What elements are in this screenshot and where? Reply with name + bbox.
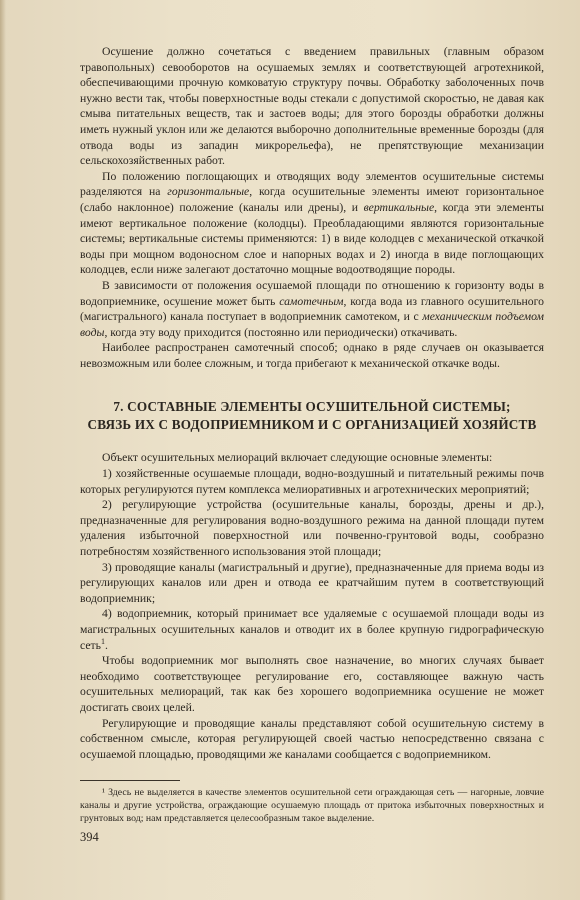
text-run: , когда вода из главного осушительного (магистрального) канала поступает в водоприемник самотеком, и с bbox=[80, 294, 544, 324]
section-heading bbox=[80, 398, 544, 433]
page-number: 394 bbox=[80, 830, 99, 844]
page-body bbox=[80, 44, 544, 825]
term-mechanical-lift: механическим подъемом воды bbox=[80, 310, 544, 339]
text-run: 4) водоприемник, который принимает все удаляемые с осушаемой площади воды из магистральных осушительных каналов и отводит их в более крупную гидрографическую сеть bbox=[80, 607, 544, 652]
paragraph-elements-intro: Объект осушительных мелиораций включает следующие основные элементы: bbox=[102, 451, 493, 465]
section-heading-line-1: 7. СОСТАВНЫЕ ЭЛЕМЕНТЫ ОСУШИТЕЛЬНОЙ СИСТЕМЫ; bbox=[113, 399, 511, 415]
text-run: , когда эту воду приходится (постоянно или периодически) откачивать. bbox=[104, 325, 458, 339]
term-horizontal: горизонтальные bbox=[167, 185, 250, 199]
section-heading-line-2: СВЯЗЬ ИХ С ВОДОПРИЕМНИКОМ И С ОРГАНИЗАЦИЕЙ ХОЗЯЙСТВ bbox=[87, 416, 537, 432]
list-item-4 bbox=[80, 606, 544, 653]
text-run: , когда осушительные элементы имеют горизонтальное (слабо наклонное) положение (каналы или дрены), и bbox=[80, 185, 544, 214]
footnote: ¹ Здесь не выделяется в качестве элементов осушительной сети ограждающая сеть — нагорные, ловчие каналы и другие устройства, ограждающие осушаемую площадь от притока избыточных поверхностных и грунтовых вод; нам представляется целесообразным такое выделение. bbox=[80, 787, 544, 824]
term-vertical: вертикальные bbox=[363, 200, 435, 214]
footnote-divider bbox=[80, 780, 180, 781]
text-run: По положению поглощающих и отводящих воду элементов осушительные системы разделяются на bbox=[80, 169, 544, 199]
paragraph-drainage-system-definition: Регулирующие и проводящие каналы представляют собой осушительную систему в собственном смысле, которая регулирующей своей частью непосредственно связана с осушаемой площадью, проводящими же каналами сообщается с водоприемником. bbox=[80, 716, 544, 761]
list-item-3: 3) проводящие каналы (магистральный и другие), предназначенные для приема воды из регулирующих каналов или дрен и отвода ее кратчайшим путем в соответствующий водоприемник; bbox=[80, 560, 544, 605]
term-gravity: самотечным bbox=[279, 294, 344, 308]
paragraph-receiver-regulation: Чтобы водоприемник мог выполнять свое назначение, во многих случаях бывает необходимо соответствующее регулирование его, составляющее важную часть осушительных мелиораций, так как без хорошего водоприемника осушение не может достигать своих целей. bbox=[80, 654, 544, 714]
text-run: , когда эти элементы имеют вертикальное положение (колодцы). Преобладающими являются горизонтальные системы; вертикальные системы применяются: 1) в виде колодцев с механической откачкой воды при мощном водоносном слое и напорных водах и 2) иногда в виде поглощающих колодцев, если ниже залегают достаточно мощные водоотводящие породы. bbox=[80, 200, 544, 277]
list-item-1: 1) хозяйственные осушаемые площади, водно-воздушный и питательный режимы почв которых регулируются путем комплекса мелиоративных и агротехнических мероприятий; bbox=[80, 467, 544, 496]
list-item-2: 2) регулирующие устройства (осушительные каналы, борозды, дрены и др.), предназначенные для регулирования водно-воздушного режима на данной площади путем удаления избыточной поверхностной или почвенно-грунтовой воды, сообразно потребностям хозяйственного использования этой площади; bbox=[80, 498, 544, 559]
text-run: . bbox=[104, 638, 108, 652]
paragraph-drainage-agrotechnics: Осушение должно сочетаться с введением правильных (главным образом травопольных) севооборотов на осушаемых землях и соответствующей агротехникой, обеспечивающими прочную комковатую структуру почвы. Обработку заболоченных почв нужно вести так, чтобы поверхностные воды стекали с допустимой скоростью, не давая как смыва питательных веществ, так и застоев воды; для этого борозды обработки должны иметь нужный уклон или же делаются выборочно дополнительные временные борозды (для отвода воды из западин микрорельефа), не препятствующие механизации сельскохозяйственных работ. bbox=[80, 45, 544, 168]
footnote-ref[interactable]: 1 bbox=[100, 636, 105, 646]
text-run: В зависимости от положения осушаемой площади по отношению к горизонту воды в водоприемнике, осушение может быть bbox=[80, 278, 544, 308]
paragraph-gravity-vs-mechanical bbox=[80, 278, 544, 340]
paragraph-system-types bbox=[80, 169, 544, 278]
paragraph-gravity-common: Наиболее распространен самотечный способ; однако в ряде случаев он оказывается невозможным или более сложным, и тогда прибегают к механической откачке воды. bbox=[80, 341, 544, 370]
page-edge-shadow bbox=[0, 0, 6, 900]
